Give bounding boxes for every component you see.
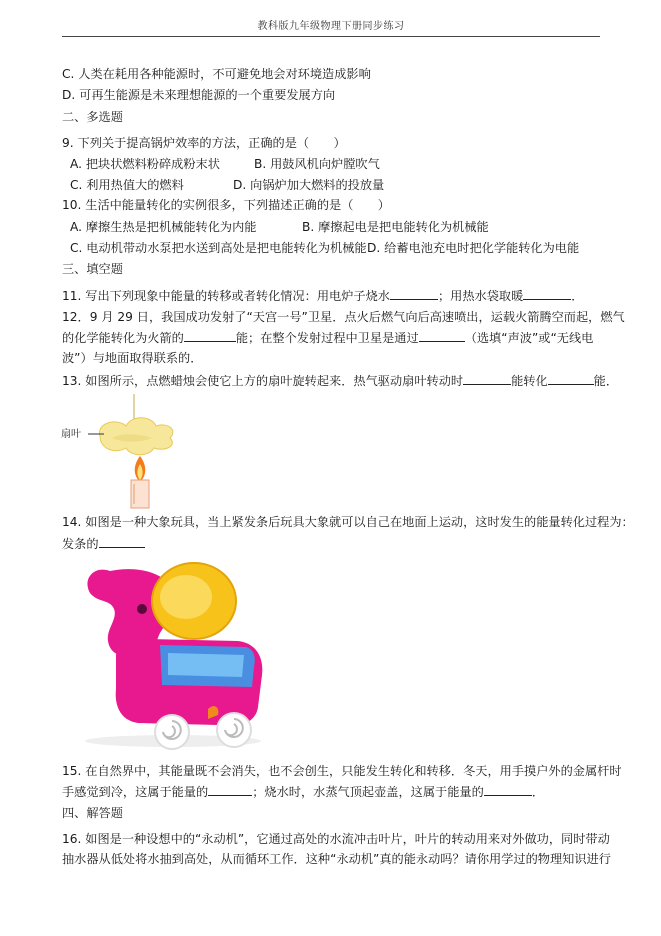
q10-option-d: D. 给蓄电池充电时把化学能转化为电能 [367,241,580,255]
elephant-ear-inner [160,575,212,619]
q9-option-d: D. 向锅炉加大燃料的投放量 [233,178,385,192]
q15-text-1: 手感觉到冷，这属于能量的 [62,785,209,799]
elephant-eye [137,604,147,614]
q14-text-1: 发条的 [62,537,99,551]
q11-text-2: ；用热水袋取暖 [437,289,524,303]
q9-option-b: B. 用鼓风机向炉膛吹气 [254,157,380,171]
q10-option-c: C. 电动机带动水泵把水送到高处是把电能转化为机械能 [70,241,367,255]
q12-line-2 [62,329,593,346]
q15-line-2 [62,783,544,800]
fan-candle-figure [60,392,190,512]
q12-text-1: 的化学能转化为火箭的 [62,331,184,345]
q14-line-2 [62,535,145,552]
q11-line [62,287,583,304]
q13-blank-2[interactable] [548,372,594,385]
q12-line-1: 12．9 月 29 日，我国成功发射了“天宫一号”卫星．点火后燃气向后高速喷出，运载火箭腾空而起，燃气 [62,310,625,324]
section-answer-title: 四、解答题 [62,806,123,820]
q13-blank-1[interactable] [463,372,511,385]
q10-stem: 10. 生活中能量转化的实例很多，下列描述正确的是（ ） [62,198,390,212]
q16-line-1: 16. 如图是一种设想中的“永动机”，它通过高处的水流冲击叶片，叶片的转动用来对外做功，同时带动 [62,832,610,846]
q10-option-b: B. 摩擦起电是把电能转化为机械能 [302,220,489,234]
q12-text-3: （选填“声波”或“无线电 [464,331,594,345]
q12-text-2: 能；在整个发射过程中卫星是通过 [235,331,419,345]
page-header: 教科版九年级物理下册同步练习 [257,21,405,32]
q16-line-2: 抽水器从低处将水抽到高处，从而循环工作．这种“永动机”真的能永动吗？请你用学过的物理知识进行 [62,852,611,866]
front-wheel-rim [155,715,189,749]
q13-text-2: 能转化 [511,374,548,388]
q14-blank-1[interactable] [99,535,145,548]
header-rule [62,36,600,37]
q11-text-1: 11. 写出下列现象中能量的转移或者转化情况：用电炉子烧水 [62,289,390,303]
section-fill-blank-title: 三、填空题 [62,262,123,276]
q8-option-c: C. 人类在耗用各种能源时，不可避免地会对环境造成影响 [62,67,371,81]
q15-text-3: ． [531,785,544,799]
q10-option-a: A. 摩擦生热是把机械能转化为内能 [70,220,257,234]
q12-blank-1[interactable] [184,329,236,342]
rear-wheel [217,713,251,747]
section-multiple-choice-title: 二、多选题 [62,110,123,124]
q15-line-1: 15. 在自然界中，其能量既不会消失，也不会创生，只能发生转化和转移．冬天，用手摸户外的金属杆时 [62,764,622,778]
gear-mechanism [168,653,244,677]
elephant-toy-figure [68,557,273,752]
q12-blank-2[interactable] [419,329,465,342]
fan-label: 扇叶 [61,429,81,440]
q15-blank-2[interactable] [484,783,532,796]
q13-text-1: 13. 如图所示，点燃蜡烛会使它上方的扇叶旋转起来．热气驱动扇叶转动时 [62,374,464,388]
q11-text-3: ． [571,289,584,303]
q12-line-3: 波”）与地面取得联系的． [62,351,203,365]
q13-text-3: 能． [593,374,619,388]
q9-option-c: C. 利用热值大的燃料 [70,178,184,192]
q13-line [62,372,618,389]
q11-blank-1[interactable] [390,287,438,300]
q9-stem: 9. 下列关于提高锅炉效率的方法，正确的是（ ） [62,136,346,150]
q15-blank-1[interactable] [208,783,252,796]
q11-blank-2[interactable] [523,287,571,300]
q8-option-d: D. 可再生能源是未来理想能源的一个重要发展方向 [62,88,336,102]
q15-text-2: ；烧水时，水蒸气顶起壶盖，这属于能量的 [252,785,484,799]
q14-line-1: 14. 如图是一种大象玩具，当上紧发条后玩具大象就可以自己在地面上运动，这时发生的能量转化过程为： [62,515,634,529]
q9-option-a: A. 把块状燃料粉碎成粉末状 [70,157,220,171]
